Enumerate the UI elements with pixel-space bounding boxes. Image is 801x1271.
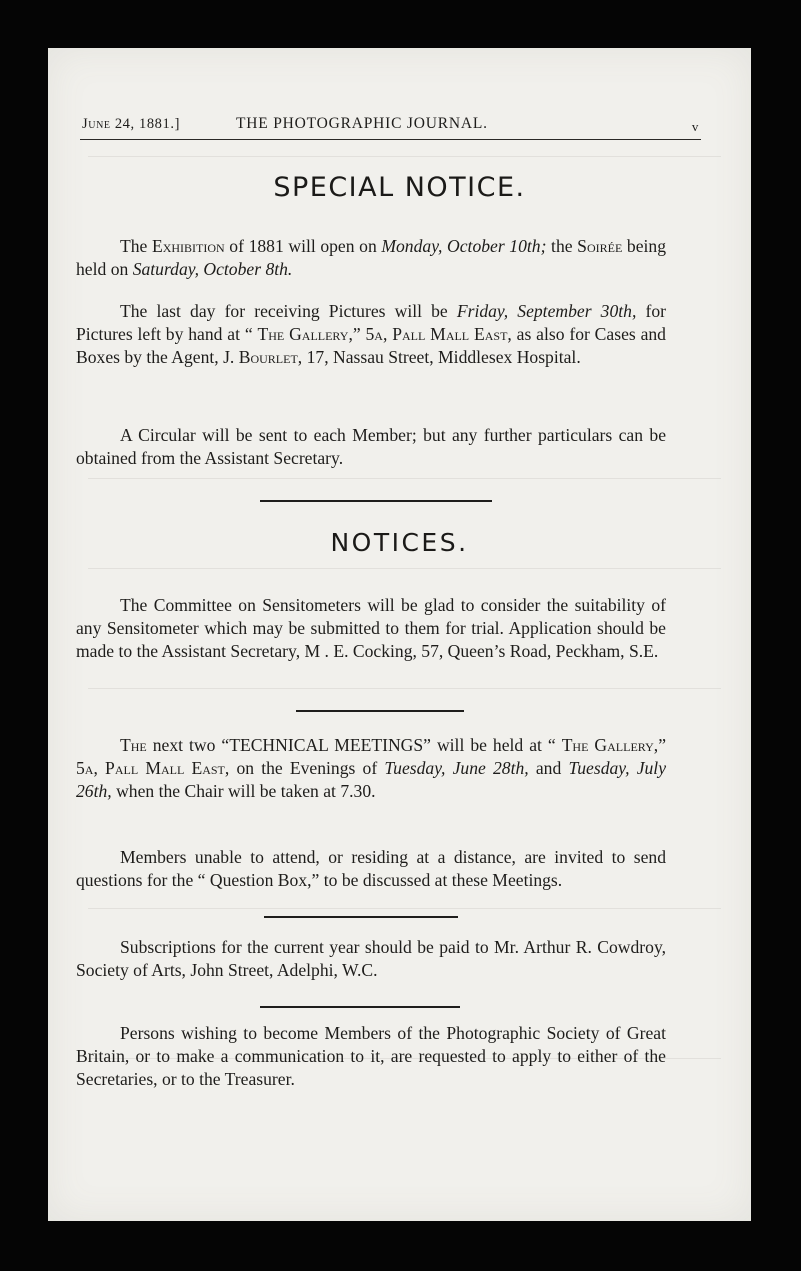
text-run: Friday, September 30th, (456, 301, 637, 321)
text-run: Subscriptions for the current year should be paid to Mr. Arthur R. Cowdroy, Society of Arts, John Street, Adelphi, W.C. (76, 937, 666, 980)
show-through-line (88, 568, 721, 569)
text-run: Pall Mall East (105, 758, 225, 778)
show-through-line (88, 908, 721, 909)
technical-meetings-paragraph (76, 734, 666, 803)
text-run: Soirée (577, 236, 623, 256)
journal-page (48, 48, 751, 1221)
show-through-line (88, 156, 721, 157)
text-run: The Gallery, (561, 735, 659, 755)
text-run: Pall Mall East (392, 324, 508, 344)
text-run: The (120, 735, 147, 755)
text-run: The Gallery, (257, 324, 353, 344)
text-run: A Circular will be sent to each Member; but any further particulars can be obtained from the Assistant Secretary. (76, 425, 666, 468)
text-run: for Pictures left by hand at “ (76, 301, 667, 344)
text-run: Members unable to attend, or residing at a distance, are invited to send questions for the “ Question Box,” to be discussed at these Meetings. (76, 847, 666, 890)
running-header (80, 115, 701, 140)
text-run: next two “TECHNICAL MEETINGS” will be held at “ (146, 735, 562, 755)
text-run: Bourlet (238, 347, 298, 367)
question-box-paragraph (76, 846, 666, 892)
section-divider (260, 500, 492, 502)
sensitometer-paragraph (76, 594, 666, 663)
text-run: , 17, Nassau Street, Middlesex Hospital. (297, 347, 581, 367)
issue-date: June 24, 1881.] (82, 116, 181, 132)
notices-heading: NOTICES. (330, 528, 469, 557)
text-run: Tuesday, July 26th, (76, 758, 667, 801)
special-notice-heading: SPECIAL NOTICE. (273, 172, 526, 203)
text-run: a (84, 758, 94, 778)
text-run: Persons wishing to become Members of the Photographic Society of Great Britain, or to make a communication to it, are requested to apply to either of the Secretaries, or to the Treasurer. (76, 1023, 666, 1089)
text-run: , (93, 758, 106, 778)
text-run: of 1881 will open on (224, 236, 382, 256)
text-run: , as also for Cases and Boxes by the Agent, J. (76, 324, 666, 367)
exhibition-paragraph (76, 235, 666, 281)
text-run: Exhibition (151, 236, 225, 256)
text-run: , on the Evenings of (224, 758, 385, 778)
text-run: ” 5 (76, 735, 666, 778)
divider (260, 1006, 460, 1008)
text-run: when the Chair will be taken at 7.30. (111, 781, 376, 801)
text-run: The (120, 236, 152, 256)
text-run: Saturday, October 8th. (132, 259, 293, 279)
show-through-line (88, 478, 721, 479)
divider (296, 710, 464, 712)
text-run: and (528, 758, 569, 778)
subscriptions-paragraph (76, 936, 666, 982)
journal-name: THE PHOTOGRAPHIC JOURNAL. (236, 115, 488, 132)
text-run: Monday, October 10th; (381, 236, 547, 256)
membership-paragraph (76, 1022, 666, 1091)
text-run: Tuesday, June 28th, (384, 758, 529, 778)
receiving-pictures-paragraph (76, 300, 666, 369)
text-run: ” 5 (352, 324, 375, 344)
circular-paragraph (76, 424, 666, 470)
text-run: a (374, 324, 383, 344)
text-run: The last day for receiving Pictures will be (120, 301, 457, 321)
divider (264, 916, 458, 918)
page-number: v (691, 119, 699, 134)
show-through-line (88, 688, 721, 689)
text-run: being held on (76, 236, 666, 279)
text-run: , (382, 324, 393, 344)
text-run: The Committee on Sensitometers will be glad to consider the suitability of any Sensitometer which may be submitted to them for trial. Application should be made to the Assistant Secretary, M . E. Cocking, 57, Queen’s Road, Peckham, S.E. (76, 595, 666, 661)
text-run: the (546, 236, 578, 256)
